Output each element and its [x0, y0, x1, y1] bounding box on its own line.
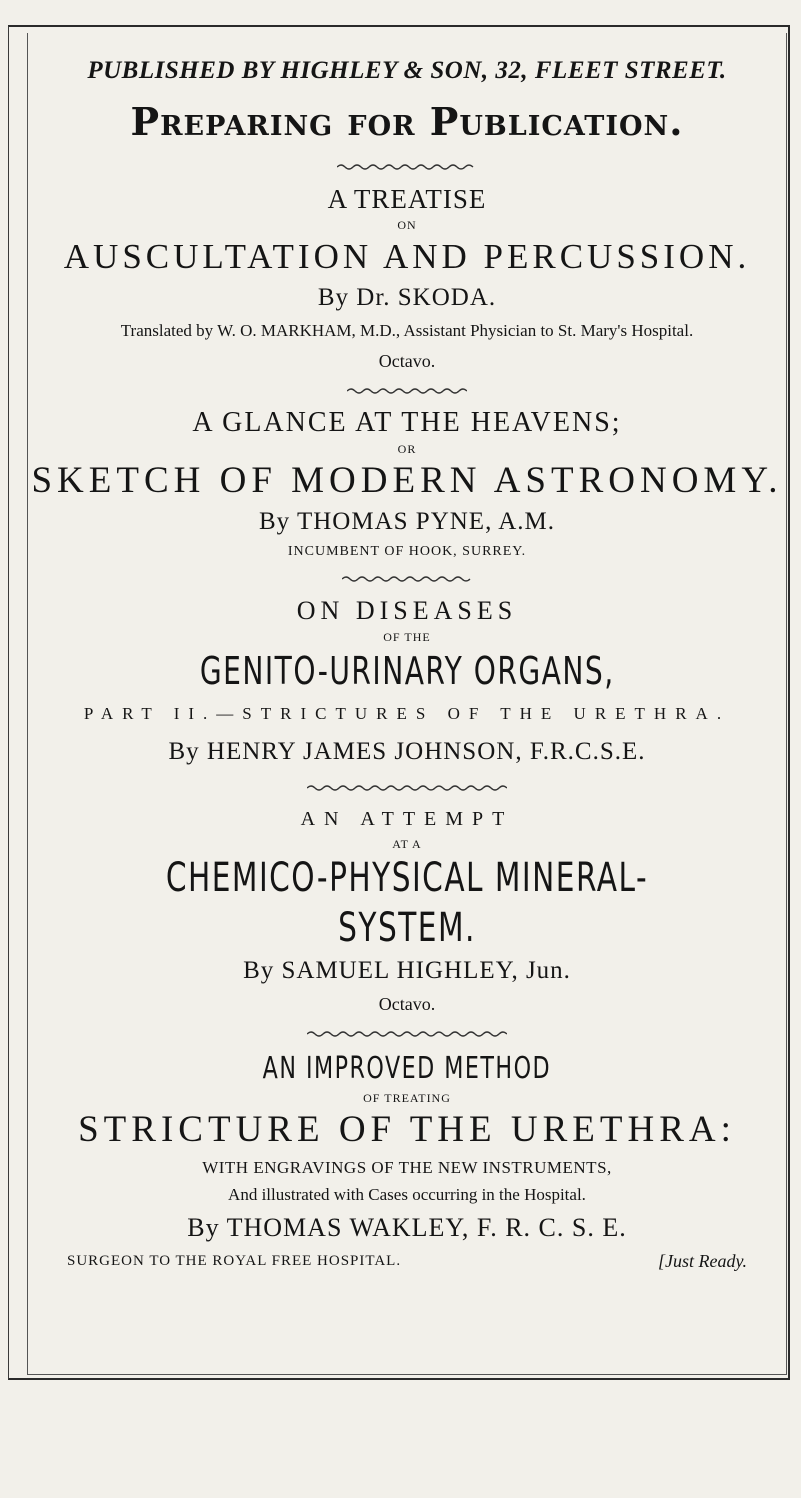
- book-connector: OF THE: [383, 630, 431, 644]
- book-format: Octavo.: [378, 351, 436, 371]
- book-author: By Dr. SKODA.: [317, 284, 497, 311]
- book-listing: [28, 1049, 786, 1273]
- book-format: Octavo.: [378, 994, 436, 1014]
- book-connector: ON: [397, 218, 417, 232]
- book-author: By THOMAS WAKLEY, F. R. C. S. E.: [187, 1213, 627, 1242]
- book-connector: OF TREATING: [363, 1091, 451, 1105]
- advertisement-page: [28, 48, 786, 1273]
- book-listing: [28, 182, 786, 376]
- book-subtitle-2: And illustrated with Cases occurring in the Hospital.: [228, 1185, 586, 1204]
- book-title-top: ON DISEASES: [296, 596, 518, 625]
- book-translator: Translated by W. O. MARKHAM, M.D., Assistant Physician to St. Mary's Hospital.: [120, 321, 694, 340]
- book-author-role: INCUMBENT OF HOOK, SURREY.: [287, 544, 527, 559]
- publisher-header: PUBLISHED BY HIGHLEY & SON, 32, FLEET STREET.: [87, 57, 727, 84]
- book-title-main: AUSCULTATION AND PERCUSSION.: [63, 237, 751, 276]
- book-title-top: AN ATTEMPT: [300, 808, 514, 830]
- book-listing: [28, 594, 786, 773]
- book-author: By SAMUEL HIGHLEY, Jun.: [243, 957, 571, 984]
- book-author: By THOMAS PYNE, A.M.: [259, 508, 555, 535]
- book-title-top: A GLANCE AT THE HEAVENS;: [192, 407, 622, 438]
- ornamental-rule: [347, 386, 467, 396]
- book-author: By HENRY JAMES JOHNSON, F.R.C.S.E.: [168, 738, 646, 765]
- book-part: PART II.—STRICTURES OF THE URETHRA.: [83, 704, 731, 723]
- book-connector: AT A: [392, 837, 422, 851]
- ornamental-rule: [337, 162, 477, 172]
- book-title-top: AN IMPROVED METHOD: [262, 1051, 552, 1086]
- book-status: [Just Ready.: [658, 1251, 747, 1271]
- book-listing: [28, 406, 786, 564]
- section-heading: Preparing for Publication.: [130, 99, 684, 144]
- ornamental-rule: [307, 1029, 507, 1039]
- book-footer-row: [67, 1249, 747, 1273]
- ornamental-rule: [342, 574, 472, 584]
- book-listing: [28, 803, 786, 1019]
- book-title-main: GENITO-URINARY ORGANS,: [199, 649, 615, 693]
- book-title-main: STRICTURE OF THE URETHRA:: [78, 1109, 736, 1150]
- book-title-main: SKETCH OF MODERN ASTRONOMY.: [31, 460, 783, 501]
- book-author-role: SURGEON TO THE ROYAL FREE HOSPITAL.: [67, 1253, 402, 1269]
- book-title-top: A TREATISE: [327, 184, 487, 214]
- book-title-main: CHEMICO-PHYSICAL MINERAL-SYSTEM.: [165, 855, 649, 951]
- book-subtitle: WITH ENGRAVINGS OF THE NEW INSTRUMENTS,: [202, 1158, 612, 1177]
- ornamental-rule: [307, 783, 507, 793]
- book-connector: OR: [397, 442, 417, 456]
